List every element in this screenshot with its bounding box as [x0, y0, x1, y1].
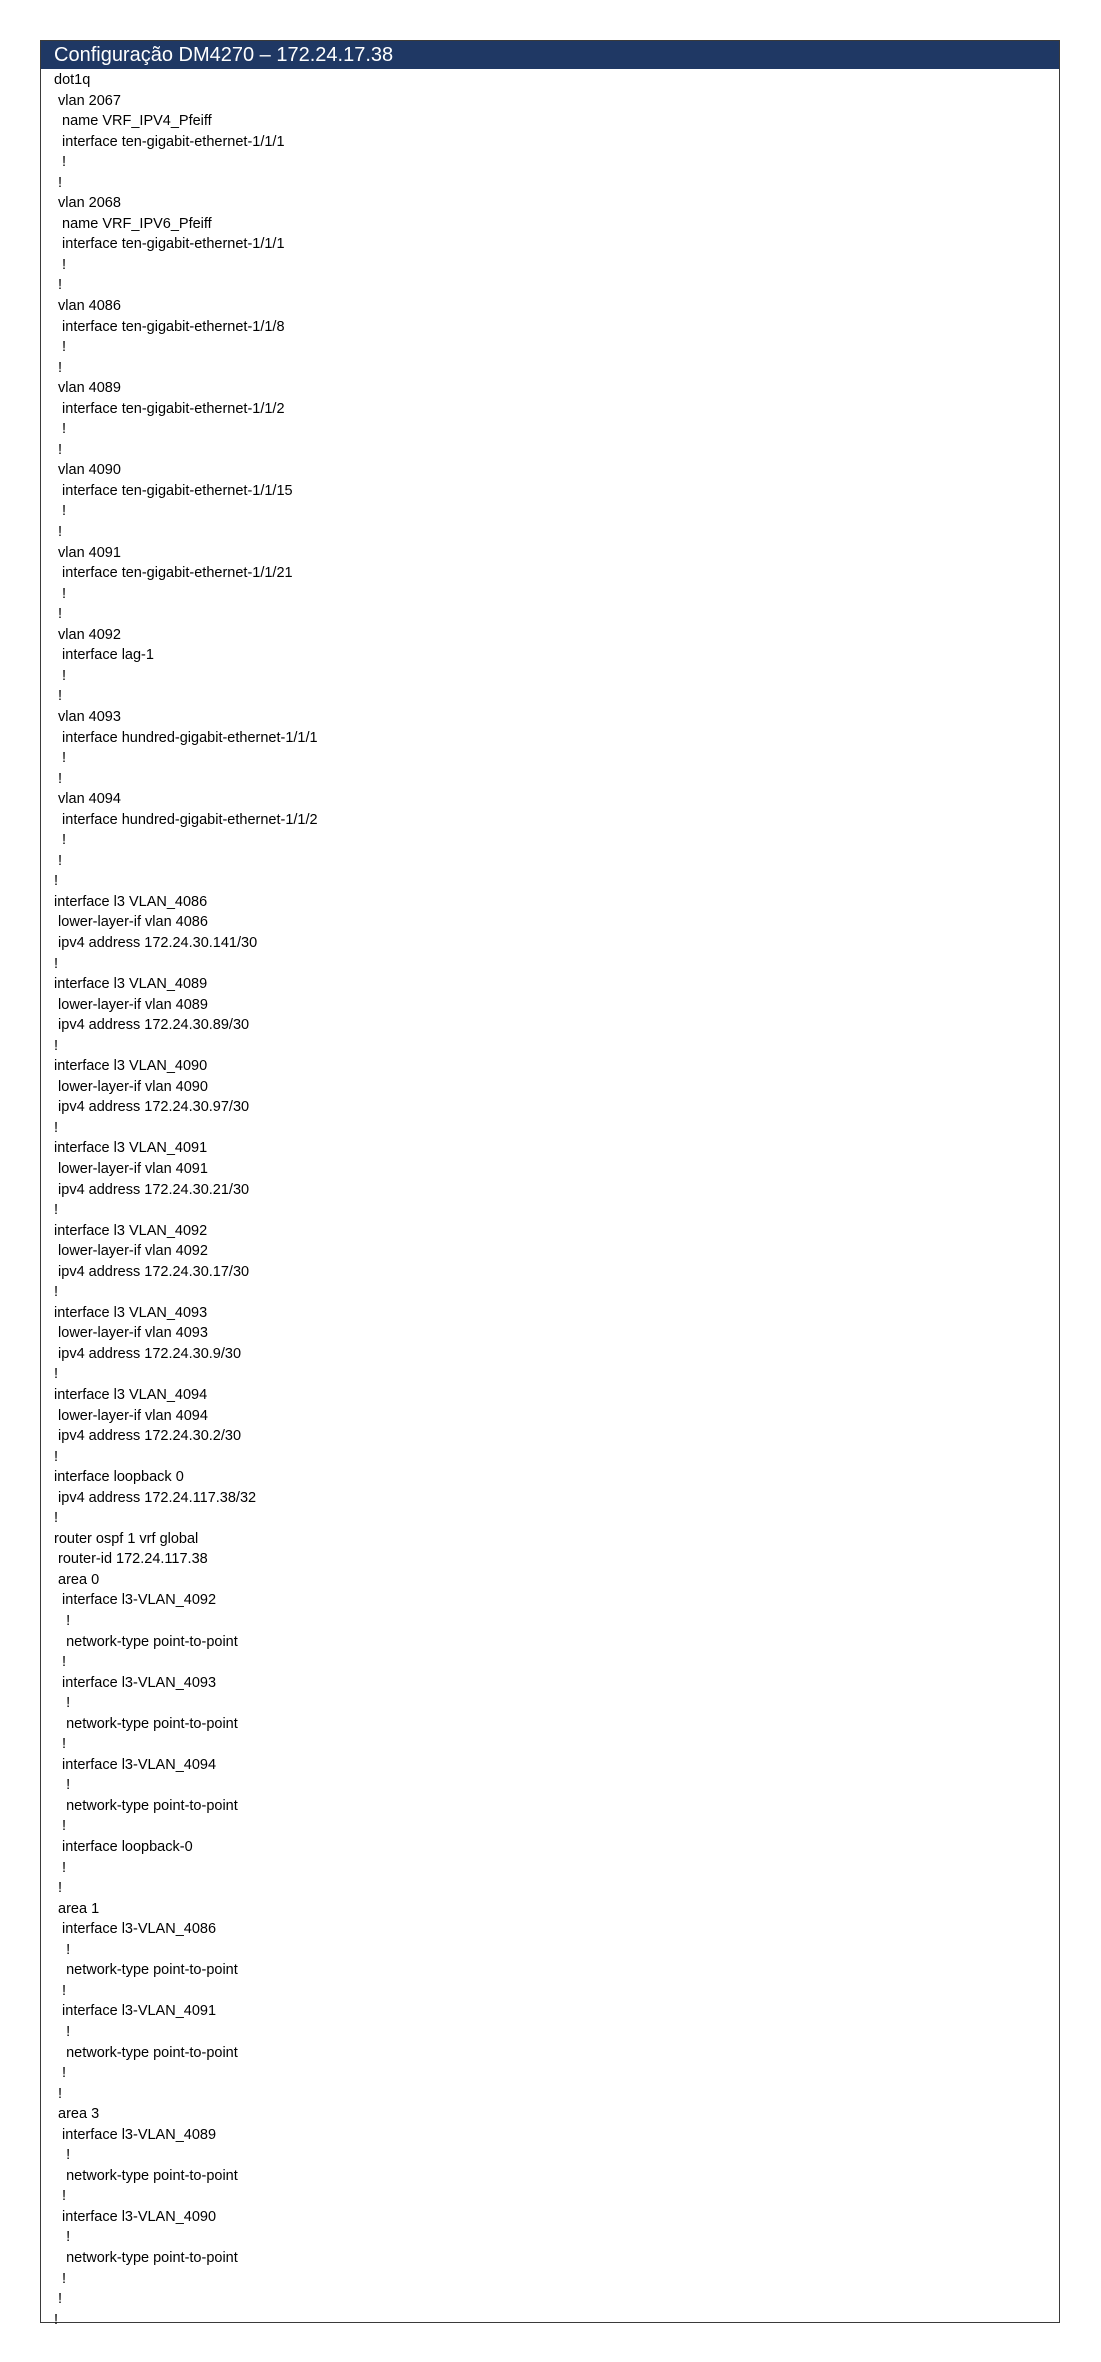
- config-line: ipv4 address 172.24.30.9/30: [54, 1345, 242, 1362]
- config-line: vlan 2068: [54, 195, 121, 212]
- config-line: interface l3 VLAN_4094: [54, 1387, 208, 1403]
- config-line: !: [54, 1654, 67, 1671]
- config-line: !: [54, 174, 63, 191]
- config-line: interface ten-gigabit-ethernet-1/1/15: [54, 482, 293, 499]
- config-line: !: [54, 524, 63, 541]
- config-line: name VRF_IPV6_Pfeiff: [54, 215, 212, 232]
- config-line: interface l3-VLAN_4093: [54, 1674, 217, 1691]
- config-line: vlan 4092: [54, 626, 121, 643]
- config-line: !: [54, 441, 63, 458]
- config-line: !: [54, 421, 67, 438]
- config-line: interface hundred-gigabit-ethernet-1/1/1: [54, 729, 318, 746]
- config-line: !: [54, 750, 67, 767]
- config-line: interface loopback 0: [54, 1469, 184, 1486]
- config-line: !: [54, 1613, 71, 1630]
- config-line: !: [54, 2065, 67, 2082]
- config-line: interface ten-gigabit-ethernet-1/1/8: [54, 318, 285, 335]
- config-line: !: [54, 2147, 71, 2164]
- config-line: network-type point-to-point: [54, 2167, 238, 2184]
- config-line: network-type point-to-point: [54, 2249, 238, 2266]
- config-line: interface l3 VLAN_4090: [54, 1058, 208, 1075]
- config-line: !: [54, 1982, 67, 1999]
- config-line: router-id 172.24.117.38: [54, 1551, 208, 1568]
- config-line: name VRF_IPV4_Pfeiff: [54, 113, 212, 130]
- config-line: !: [54, 873, 59, 890]
- config-line: lower-layer-if vlan 4091: [54, 1160, 208, 1177]
- config-line: lower-layer-if vlan 4093: [54, 1325, 208, 1342]
- config-line: ipv4 address 172.24.30.21/30: [54, 1181, 250, 1198]
- config-line: vlan 4094: [54, 791, 121, 808]
- config-line: area 3: [54, 2106, 100, 2123]
- config-line: !: [54, 1119, 59, 1136]
- config-line: ipv4 address 172.24.117.38/32: [54, 1489, 257, 1506]
- config-line: ipv4 address 172.24.30.89/30: [54, 1017, 250, 1034]
- config-line: !: [54, 2085, 63, 2102]
- config-line: !: [54, 1284, 59, 1301]
- config-line: ipv4 address 172.24.30.17/30: [54, 1263, 250, 1280]
- config-line: interface l3-VLAN_4092: [54, 1592, 217, 1609]
- config-line: lower-layer-if vlan 4094: [54, 1407, 208, 1424]
- config-line: !: [54, 1736, 67, 1753]
- config-line: !: [54, 339, 67, 356]
- config-line: !: [54, 606, 63, 623]
- config-line: !: [54, 503, 67, 520]
- config-line: !: [54, 1695, 71, 1712]
- config-line: interface l3-VLAN_4090: [54, 2208, 217, 2225]
- config-line: !: [54, 585, 67, 602]
- config-line: !: [54, 2311, 59, 2328]
- config-line: !: [54, 2229, 71, 2246]
- config-line: vlan 4093: [54, 708, 121, 725]
- config-line: interface l3 VLAN_4089: [54, 976, 208, 993]
- config-line: interface ten-gigabit-ethernet-1/1/2: [54, 400, 285, 417]
- config-line: !: [54, 2291, 63, 2308]
- config-line: vlan 4090: [54, 462, 121, 479]
- config-line: !: [54, 2188, 67, 2205]
- config-line: !: [54, 256, 67, 273]
- config-line: !: [54, 1037, 59, 1054]
- config-line: interface loopback-0: [54, 1839, 193, 1856]
- config-line: interface l3 VLAN_4092: [54, 1222, 208, 1239]
- config-line: interface ten-gigabit-ethernet-1/1/1: [54, 236, 285, 253]
- config-line: !: [54, 1941, 71, 1958]
- config-line: network-type point-to-point: [54, 2044, 238, 2061]
- config-line: !: [54, 1366, 59, 1383]
- config-line: !: [54, 2023, 71, 2040]
- config-line: vlan 4086: [54, 298, 121, 315]
- config-line: area 1: [54, 1900, 100, 1917]
- config-line: !: [54, 2270, 67, 2287]
- config-line: vlan 4091: [54, 544, 121, 561]
- config-line: interface l3 VLAN_4093: [54, 1304, 208, 1321]
- config-line: interface l3-VLAN_4094: [54, 1756, 217, 1773]
- config-line: network-type point-to-point: [54, 1797, 238, 1814]
- config-line: !: [54, 1202, 59, 1219]
- config-line: lower-layer-if vlan 4092: [54, 1243, 208, 1260]
- document-title: Configuração DM4270 – 172.24.17.38: [41, 41, 1059, 69]
- config-line: !: [54, 1859, 67, 1876]
- config-line: !: [54, 277, 63, 294]
- config-line: !: [54, 1818, 67, 1835]
- config-line: !: [54, 359, 63, 376]
- config-line: router ospf 1 vrf global: [54, 1530, 199, 1547]
- config-line: interface l3 VLAN_4086: [54, 893, 208, 910]
- config-line: interface hundred-gigabit-ethernet-1/1/2: [54, 811, 318, 828]
- config-line: vlan 2067: [54, 92, 121, 109]
- config-line: interface ten-gigabit-ethernet-1/1/21: [54, 565, 293, 582]
- config-line: interface lag-1: [54, 647, 154, 664]
- config-line: ipv4 address 172.24.30.141/30: [54, 934, 258, 951]
- config-line: ipv4 address 172.24.30.2/30: [54, 1428, 242, 1445]
- config-line: area 0: [54, 1571, 100, 1588]
- config-document: [40, 40, 1060, 2328]
- config-line: ipv4 address 172.24.30.97/30: [54, 1099, 250, 1116]
- config-line: !: [54, 955, 59, 972]
- config-line: vlan 4089: [54, 380, 121, 397]
- config-line: network-type point-to-point: [54, 1715, 238, 1732]
- config-line: lower-layer-if vlan 4090: [54, 1078, 208, 1095]
- config-line: lower-layer-if vlan 4086: [54, 914, 208, 931]
- config-line: interface l3-VLAN_4089: [54, 2126, 217, 2143]
- config-line: dot1q: [54, 72, 91, 88]
- config-line: !: [54, 1448, 59, 1465]
- config-line: !: [54, 770, 63, 787]
- config-line: !: [54, 852, 63, 869]
- config-line: interface ten-gigabit-ethernet-1/1/1: [54, 133, 285, 150]
- config-line: !: [54, 667, 67, 684]
- config-line: !: [54, 688, 63, 705]
- config-line: network-type point-to-point: [54, 1633, 238, 1650]
- config-line: interface l3-VLAN_4091: [54, 2003, 217, 2020]
- config-line: network-type point-to-point: [54, 1962, 238, 1979]
- config-line: interface l3 VLAN_4091: [54, 1140, 208, 1157]
- config-line: !: [54, 1510, 59, 1527]
- config-line: !: [54, 832, 67, 849]
- config-line: !: [54, 154, 67, 171]
- config-body: [41, 69, 1059, 2330]
- config-line: !: [54, 1880, 63, 1897]
- config-line: lower-layer-if vlan 4089: [54, 996, 208, 1013]
- config-line: !: [54, 1777, 71, 1794]
- config-line: interface l3-VLAN_4086: [54, 1921, 217, 1938]
